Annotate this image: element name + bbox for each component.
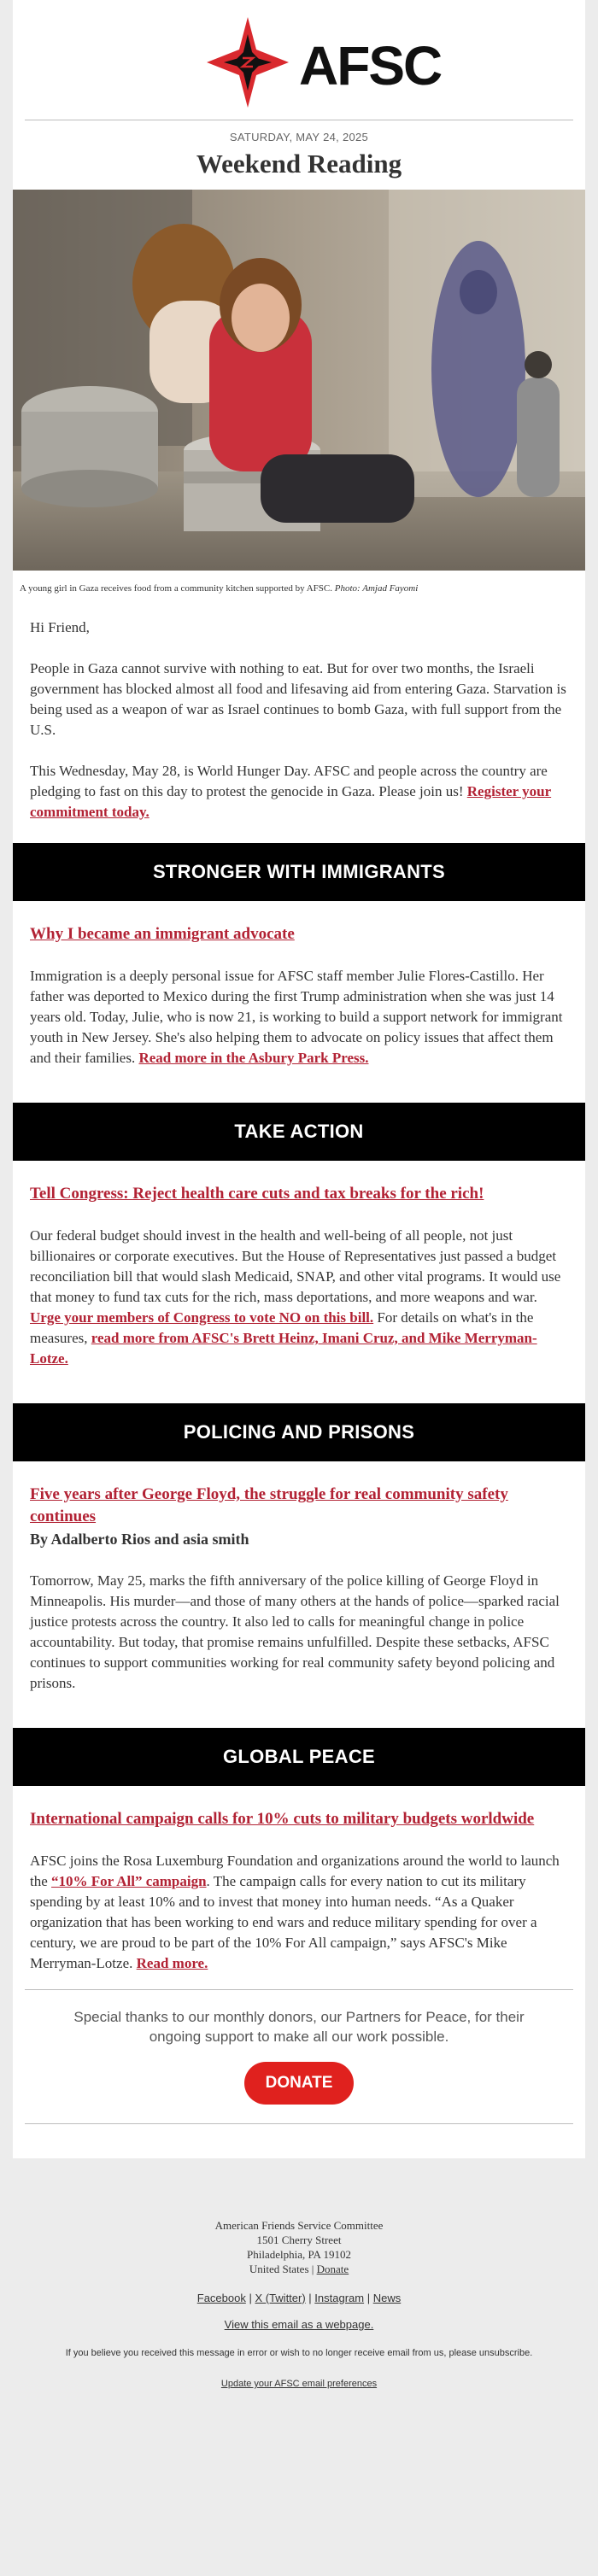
quaker-star-icon [205,15,290,109]
prefs-line [13,2379,585,2389]
footer-country-line [13,2262,585,2276]
headline-george-floyd[interactable]: Five years after George Floyd, the struggle for real community safety continues [30,1485,508,1525]
register-commitment-link[interactable]: Register your commitment today. [30,783,552,820]
footer-org: American Friends Service Committee [214,2219,384,2232]
facebook-link[interactable]: Facebook [196,2292,246,2304]
instagram-link[interactable]: Instagram [314,2292,365,2304]
webview-line [13,2318,585,2331]
peace-body-text-2: . The campaign calls for every nation to cut its military spending by at least 10% and to invest that money into human needs. “As a Quaker organization that has been working to end wars and reduce military spending for over a century, we are proud to be part of the 10% For All campaign,” says AFSC's Mike Merryman-Lotze. [30,1873,537,1971]
banner-policing: POLICING AND PRISONS [13,1403,585,1461]
immigrants-body-text: Immigration is a deeply personal issue for AFSC staff member Julie Flores-Castillo. Her father was deported to Mexico during the first Trump administration when she was just 14 years old. Today, Julie, who is now 21, is working to build a support network for immigrant youth in New Jersey. She's also helping them to advocate on policy issues that affect them and their families. [30,968,563,1066]
intro-section [13,618,585,823]
twitter-link[interactable]: X (Twitter) [255,2292,306,2304]
peace-body-text-1: AFSC joins the Rosa Luxemburg Foundation and organizations around the world to launch the [30,1853,560,1889]
banner-global-peace: GLOBAL PEACE [13,1728,585,1786]
footer-donate-link[interactable]: Donate [316,2263,349,2275]
caption-credit: Photo: Amjad Fayomi [334,583,419,594]
asbury-park-press-link[interactable]: Read more in the Asbury Park Press. [138,1050,369,1066]
read-more-afsc-link[interactable]: read more from AFSC's Brett Heinz, Imani Cruz, and Mike Merryman-Lotze. [30,1330,537,1367]
view-as-webpage-link[interactable]: View this email as a webpage. [224,2318,374,2331]
social-links: Facebook | X (Twitter) | Instagram | News [196,2292,402,2304]
ten-percent-campaign-link[interactable]: “10% For All” campaign [51,1873,207,1889]
intro-paragraph-2-text: This Wednesday, May 28, is World Hunger Day. AFSC and people across the country are pledging to fast on this day to protest the genocide in Gaza. Please join us! [30,763,548,799]
issue-date: SATURDAY, MAY 24, 2025 [229,131,369,143]
immigrants-body [30,966,568,1068]
banner-take-action: TAKE ACTION [13,1103,585,1161]
donate-divider [25,2123,573,2124]
peace-read-more-link[interactable]: Read more. [136,1955,208,1971]
section-take-action [13,1183,585,1369]
headline-immigrant-advocate[interactable]: Why I became an immigrant advocate [30,925,295,943]
logo-wordmark: AFSC [299,35,442,97]
footer-street: 1501 Cherry Street [256,2234,342,2246]
email-preferences-link[interactable]: Update your AFSC email preferences [220,2379,378,2389]
hero-photo[interactable] [13,190,585,571]
headline-military-budgets[interactable]: International campaign calls for 10% cuts to military budgets worldwide [30,1810,535,1828]
section-immigrants [13,923,585,1068]
newsletter-title: Weekend Reading [196,149,402,179]
section-policing [13,1484,585,1694]
greeting: Hi Friend, [30,619,90,635]
afsc-logo[interactable] [205,15,442,109]
policing-body: Tomorrow, May 25, marks the fifth anniversary of the police killing of George Floyd in Minneapolis. His murder—and those of many others at the hands of police—sparked racial justice protests across the country. It also led to calls for meaningful change in police accountability. But today, that promise remains unfulfilled. Despite these setbacks, AFSC continues to support communities working for real community safety beyond policing and prisons. [30,1572,560,1691]
intro-paragraph-1: People in Gaza cannot survive with nothing to eat. But for over two months, the Israeli government has blocked almost all food and lifesaving aid from entering Gaza. Starvation is being used as a weapon of war as Israel continues to bomb Gaza, with full support from the U.S. [30,660,566,738]
news-link[interactable]: News [372,2292,402,2304]
headline-tell-congress[interactable]: Tell Congress: Reject health care cuts and tax breaks for the rich! [30,1185,484,1203]
action-body-text: Our federal budget should invest in the health and well-being of all people, not just billionaires or corporate executives. But the House of Representatives just passed a budget reconciliation bill that would slash Medicaid, SNAP, and other vital programs. It would use that money to fund tax cuts for the rich, mass deportations, and more weapons and war. [30,1227,561,1305]
donate-button[interactable]: DONATE [244,2062,354,2105]
photo-caption [13,571,585,594]
unsubscribe-notice: If you believe you received this message in error or wish to no longer receive email from us, please unsubscribe. [65,2348,533,2358]
footer-country: United States | [249,2263,317,2275]
intro-paragraph-2 [30,761,568,823]
footer-address [13,2218,585,2276]
thanks-message: Special thanks to our monthly donors, our Partners for Peace, for their ongoing support to make all our work possible. [73,2009,525,2045]
caption-text: A young girl in Gaza receives food from a community kitchen supported by AFSC. [20,583,335,594]
peace-body [30,1851,568,1974]
policing-byline: By Adalberto Rios and asia smith [30,1531,249,1548]
email-header [13,0,585,120]
email-body [13,0,585,2158]
section-global-peace [13,1808,585,1974]
action-body [30,1226,568,1369]
action-mid-text: For details on what's in the measures, [30,1309,534,1346]
footer-content [13,2158,585,2389]
urge-congress-link[interactable]: Urge your members of Congress to vote NO on this bill. [30,1309,374,1326]
banner-immigrants: STRONGER WITH IMMIGRANTS [13,843,585,901]
footer-city: Philadelphia, PA 19102 [247,2248,351,2261]
